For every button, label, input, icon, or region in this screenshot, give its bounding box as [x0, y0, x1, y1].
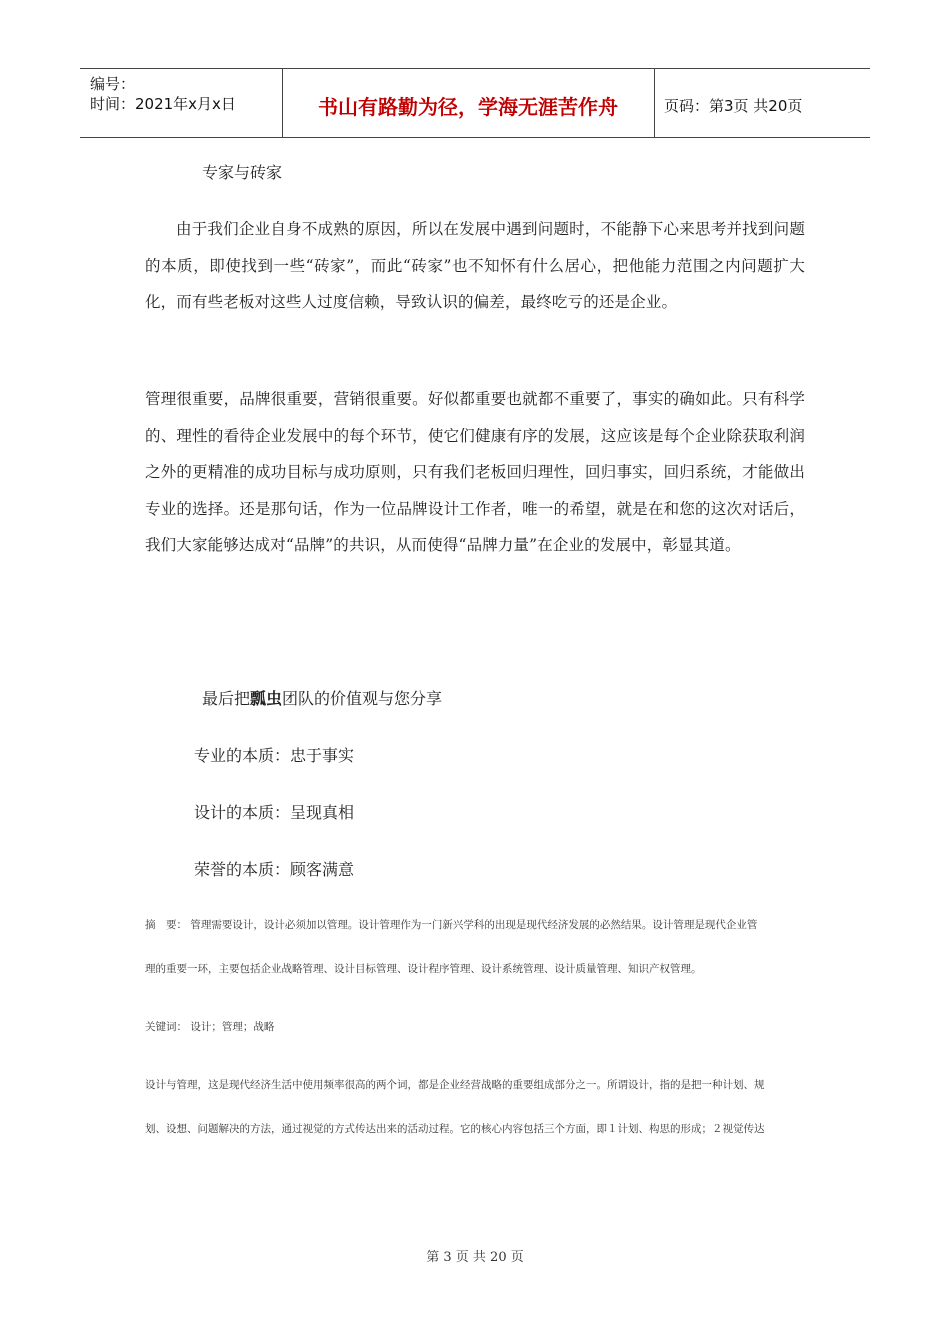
body-text-line: 设计与管理，这是现代经济生活中使用频率很高的两个词，都是企业经营战略的重要组成部分之一。所谓设计，指的是把一种计划、规	[145, 1079, 765, 1091]
section-heading: 专家与砖家	[202, 163, 283, 182]
value-item: 专业的本质：忠于事实	[194, 746, 355, 765]
team-name: 瓢虫	[250, 689, 283, 708]
header-page-cell	[654, 69, 870, 137]
header-motto: 书山有路勤为径，学海无涯苦作舟	[318, 95, 618, 119]
document-time-label: 时间：2021年x月x日	[90, 95, 236, 113]
paragraph-experts: 由于我们企业自身不成熟的原因，所以在发展中遇到问题时，不能静下心来思考并找到问题的本质，即使找到一些“砖家”，而此“砖家”也不知怀有什么居心，把他能力范围之内问题扩大化，而有些老板对这些人过度信赖，导致认识的偏差，最终吃亏的还是企业。	[145, 220, 805, 311]
values-intro-before: 最后把	[202, 689, 251, 708]
page-header	[80, 68, 870, 138]
abstract-line: 摘 要： 管理需要设计，设计必须加以管理。设计管理作为一门新兴学科的出现是现代经济发展的必然结果。设计管理是现代企业管	[145, 919, 758, 931]
values-intro	[202, 686, 442, 709]
header-meta-cell	[80, 69, 283, 137]
body-text-line: 划、设想、问题解决的方法，通过视觉的方式传达出来的活动过程。它的核心内容包括三个方面，即１计划、构思的形成；２视觉传达	[145, 1123, 765, 1135]
header-motto-cell	[282, 69, 655, 137]
document-number-label: 编号：	[90, 75, 136, 93]
keywords-line: 关键词： 设计；管理；战略	[145, 1021, 275, 1033]
values-intro-after: 团队的价值观与您分享	[282, 689, 443, 708]
paragraph-importance: 管理很重要，品牌很重要，营销很重要。好似都重要也就都不重要了，事实的确如此。只有科学的、理性的看待企业发展中的每个环节，使它们健康有序的发展，这应该是每个企业除获取利润之外的更精准的成功目标与成功原则，只有我们老板回归理性，回归事实，回归系统，才能做出专业的选择。还是那句话，作为一位品牌设计工作者，唯一的希望，就是在和您的这次对话后，我们大家能够达成对“品牌”的共识，从而使得“品牌力量”在企业的发展中，彰显其道。	[145, 390, 805, 554]
abstract-line: 理的重要一环，主要包括企业战略管理、设计目标管理、设计程序管理、设计系统管理、设计质量管理、知识产权管理。	[145, 963, 702, 975]
value-item: 荣誉的本质：顾客满意	[194, 860, 355, 879]
value-item: 设计的本质：呈现真相	[194, 803, 355, 822]
page-footer: 第 3 页 共 20 页	[426, 1250, 524, 1265]
header-page-info: 页码：第3页 共20页	[664, 97, 803, 115]
